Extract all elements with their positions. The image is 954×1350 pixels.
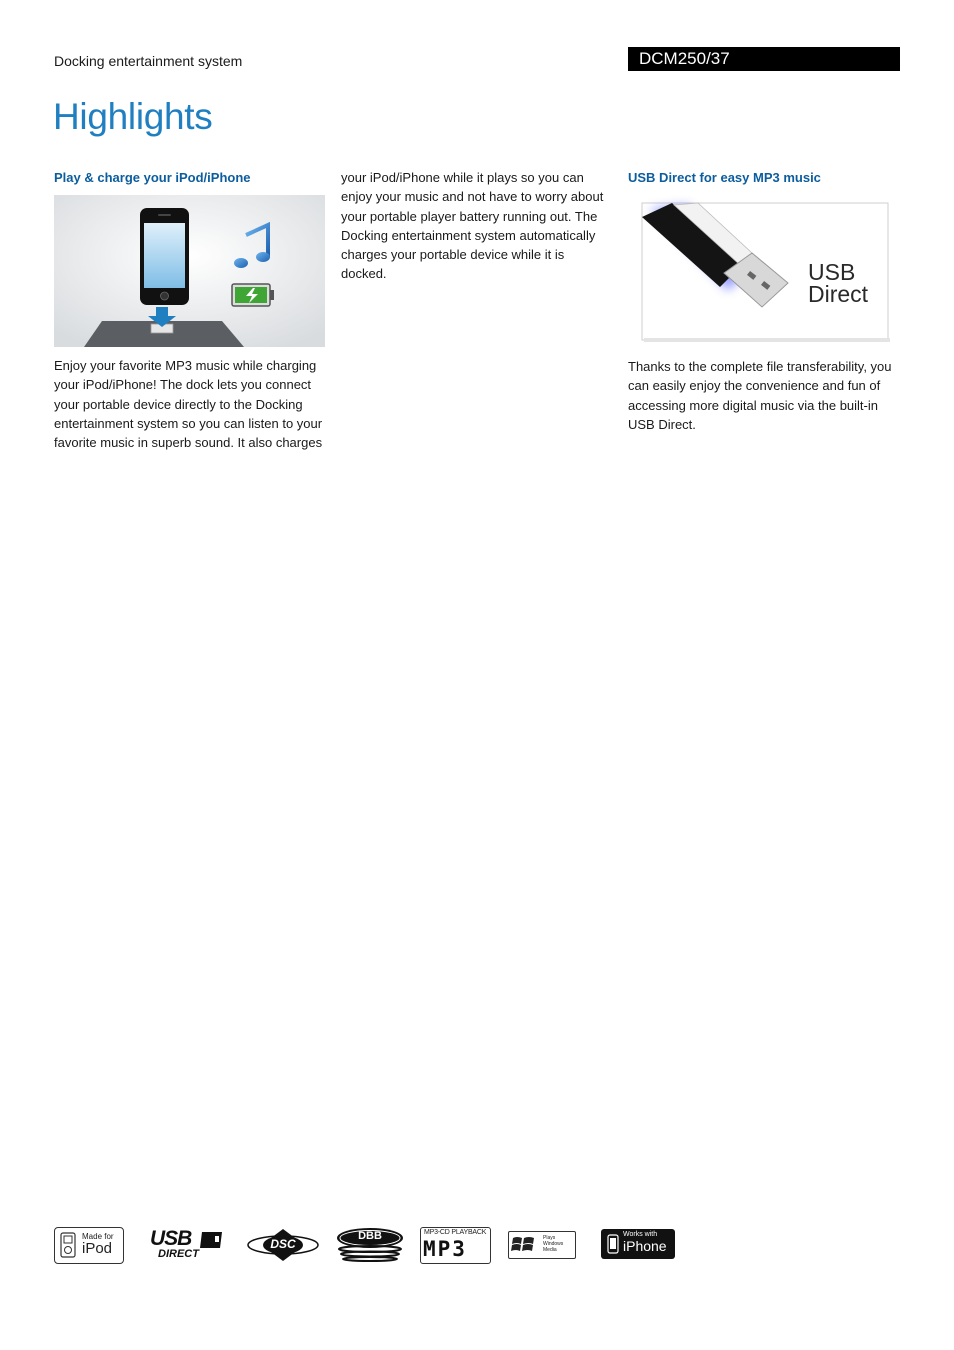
windows-flag-icon [511, 1234, 537, 1254]
battery-charging-icon [232, 284, 274, 306]
usb-direct-image [628, 195, 892, 347]
feature-heading-usb-direct: USB Direct for easy MP3 music [628, 170, 821, 185]
feature-heading-play-charge: Play & charge your iPod/iPhone [54, 170, 251, 185]
usb-plug-icon [198, 1231, 224, 1249]
dbb-label: DBB [358, 1230, 382, 1242]
phone-icon [140, 208, 189, 305]
iphone-label: iPhone [623, 1238, 667, 1254]
dsc-label: DSC [270, 1237, 296, 1251]
play-charge-image [54, 195, 325, 347]
wma-plays-label: Plays [543, 1235, 556, 1241]
usb-direct-logo [148, 1227, 226, 1264]
mp3-cd-playback-label: MP3-CD PLAYBACK [424, 1229, 487, 1236]
dsc-logo [247, 1227, 319, 1264]
feature-text-play-charge-continued: your iPod/iPhone while it plays so you can enjoy your music and not have to worry about your portable player battery running out. The Docking entertainment system automatically charges your portable device while it is docked. [341, 170, 604, 282]
model-badge: DCM250/37 [628, 47, 900, 71]
works-with-label: Works with [623, 1231, 658, 1238]
wma-windows-label: Windows [543, 1241, 564, 1247]
feature-text-usb-direct: Thanks to the complete file transferability, you can easily enjoy the convenience and fun of accessing more digital music via the built-in USB Direct. [628, 359, 892, 432]
feature-text-play-charge: Enjoy your favorite MP3 music while charging your iPod/iPhone! The dock lets you connect your portable device directly to the Docking entertainment system so you can listen to your favorite music in superb sound. It also charges [54, 358, 323, 451]
ipod-label: iPod [82, 1240, 113, 1257]
mp3-label: MP3 [423, 1237, 467, 1261]
iphone-icon [607, 1234, 619, 1254]
made-for-label: Made for [82, 1232, 114, 1241]
dbb-logo [336, 1227, 404, 1264]
direct-logo-text: DIRECT [158, 1248, 199, 1260]
made-for-ipod-logo [54, 1227, 124, 1264]
ipod-icon [60, 1232, 76, 1258]
usb-label: USB [808, 259, 856, 285]
direct-label: Direct [808, 281, 869, 307]
works-with-iphone-logo [601, 1227, 676, 1264]
wma-media-label: Media [543, 1247, 557, 1253]
mp3-cd-playback-logo [420, 1227, 491, 1264]
usb-logo-text: USB [150, 1227, 192, 1250]
product-subtitle: Docking entertainment system [54, 53, 243, 69]
windows-media-logo [508, 1227, 576, 1264]
page-title: Highlights [53, 96, 213, 137]
